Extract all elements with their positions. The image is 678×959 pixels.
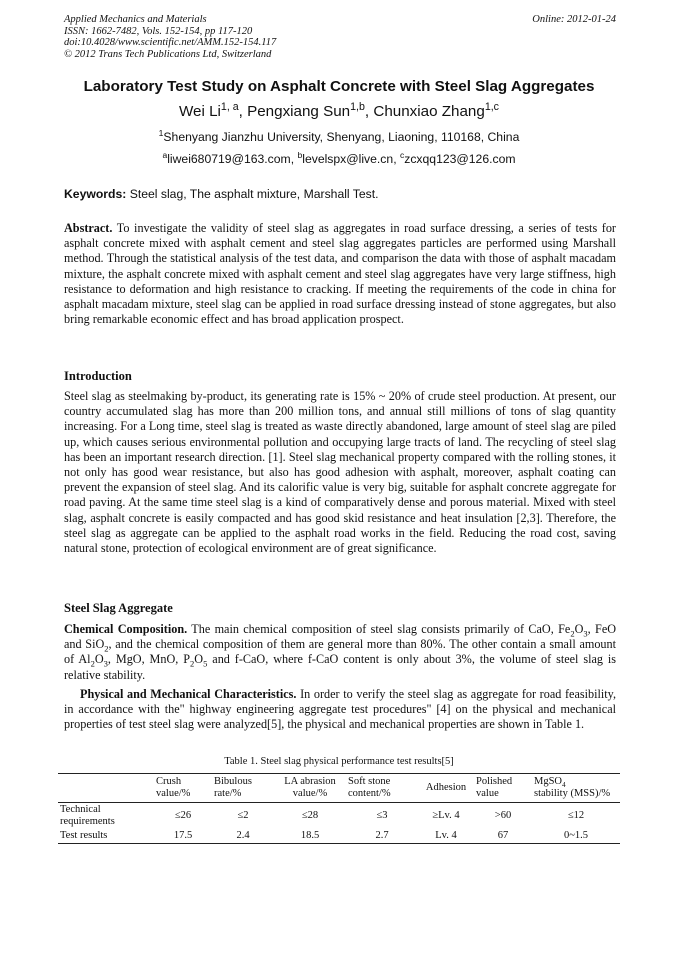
chem-sub: 5 bbox=[203, 658, 208, 669]
table-cell: >60 bbox=[494, 810, 512, 821]
chem-sub: 2 bbox=[190, 658, 195, 669]
section-heading-steel-slag: Steel Slag Aggregate bbox=[64, 601, 173, 615]
paper-title: Laboratory Test Study on Asphalt Concrete with Steel Slag Aggregates bbox=[83, 78, 595, 95]
chem-sub: 3 bbox=[103, 658, 108, 669]
email-sup: c bbox=[399, 149, 405, 160]
table-cell: 17.5 bbox=[173, 830, 193, 841]
keywords-label: Keywords: bbox=[64, 187, 127, 201]
abstract-paragraph bbox=[64, 221, 616, 327]
author-sup: 1,c bbox=[484, 100, 499, 113]
section-heading-introduction: Introduction bbox=[64, 369, 132, 383]
table-header-cell: LA abrasion value/% bbox=[284, 776, 336, 799]
table-cell: ≤2 bbox=[237, 810, 249, 821]
table-cell: Test results bbox=[60, 830, 108, 841]
table-cell: 2.7 bbox=[375, 830, 389, 841]
table-header-cell: Crush value/% bbox=[156, 776, 191, 799]
chemical-composition-paragraph bbox=[64, 622, 616, 683]
chem-text: , and the chemical composition of them are general more than 80%. The other contain a small amount of Al bbox=[64, 637, 617, 667]
table-row bbox=[58, 803, 620, 830]
table-header-row bbox=[58, 774, 620, 803]
chem-text: O bbox=[194, 652, 204, 667]
chem-sub: 2 bbox=[570, 628, 575, 639]
affiliation-text: Shenyang Jianzhu University, Shenyang, Liaoning, 110168, China bbox=[163, 130, 520, 144]
mgso4-sub: 4 bbox=[562, 780, 566, 790]
issn-line: ISSN: 1662-7482, Vols. 152-154, pp 117-120 bbox=[64, 25, 253, 37]
table-header-cell: Bibulous rate/% bbox=[214, 776, 252, 799]
chemical-composition-label: Chemical Composition. bbox=[64, 622, 188, 636]
table-header-cell: Adhesion bbox=[425, 782, 467, 793]
author-sup: 1, a bbox=[220, 100, 239, 113]
copyright-line: © 2012 Trans Tech Publications Ltd, Switzerland bbox=[64, 48, 272, 60]
affiliation-sup: 1 bbox=[158, 127, 164, 138]
chem-text: O bbox=[574, 622, 584, 636]
journal-header bbox=[64, 14, 616, 60]
mgso4-rest: stability (MSS)/% bbox=[534, 788, 611, 799]
email-sup: b bbox=[297, 149, 303, 160]
author-sup: 1,b bbox=[350, 100, 365, 113]
introduction-paragraph: Steel slag as steelmaking by-product, its generating rate is 15% ~ 20% of crude steel production. At present, our country accumulated slag has more than 200 million tons, and annual still millions of tons of slag quantity increasing. For a Long time, steel slag is treated as waste directly abandoned, large amount of steel slag are piled up, which causes serious environmental pollution and occupying large tracts of land. The recycling of steel slag has been an important research direction. [1]. Steel slag mechanical property compared with the rolling stones, it not only has good wear resistance, but also has good adhesion with asphalt, moreover, asphalt coating can prevent the expansion of steel slag. And its calorific value is very big, suitable for asphalt concrete aggregate for road paving. At the same time steel slag is a kind of comparatively dense and porous material. Mixed with steel slag, asphalt concrete is easily compacted and has good skid resistance and heat insulation [2,3]. Therefore, the steel slag as aggregate can be applied to the asphalt road works in the field. Reducing the road cost, saving natural stone, protection of ecological environment are of great significance. bbox=[64, 389, 616, 556]
chem-sub: 3 bbox=[583, 628, 588, 639]
online-date: Online: 2012-01-24 bbox=[532, 14, 616, 25]
table-caption: Table 1. Steel slag physical performance test results[5] bbox=[224, 756, 454, 767]
email-link[interactable]: zcxqq123@126.com bbox=[404, 152, 516, 166]
chem-text: , FeO and SiO bbox=[64, 622, 617, 652]
table-cell: ≤12 bbox=[567, 810, 585, 821]
table-cell: ≤26 bbox=[174, 810, 192, 821]
email-sup: a bbox=[162, 149, 168, 160]
table-row bbox=[58, 829, 620, 844]
physical-characteristics-text: In order to verify the steel slag as aggregate for road feasibility, in accordance with the" highway engineering aggregate test procedures" [4] on the physical and mechanical properties of test steel slag were analyzed[5], the physical and mechanical properties are shown in Table 1. bbox=[64, 687, 616, 732]
physical-characteristics-label: Physical and Mechanical Characteristics. bbox=[80, 687, 297, 701]
abstract-label: Abstract. bbox=[64, 221, 113, 235]
table-cell: 0~1.5 bbox=[563, 830, 589, 841]
doi-line: doi:10.4028/www.scientific.net/AMM.152-154.117 bbox=[64, 37, 277, 48]
table-cell: ≥Lv. 4 bbox=[432, 810, 460, 821]
email-link[interactable]: levelspx@live.cn bbox=[302, 152, 394, 166]
chem-sub: 2 bbox=[90, 658, 95, 669]
chem-text: O bbox=[94, 652, 104, 667]
chem-text: , MgO, MnO, P bbox=[107, 652, 191, 667]
table-header-cell: Soft stone content/% bbox=[348, 776, 391, 799]
author-name: Chunxiao Zhang bbox=[373, 103, 485, 120]
email-link[interactable]: liwei680719@163.com bbox=[167, 152, 291, 166]
table-cell: ≤28 bbox=[301, 810, 319, 821]
physical-characteristics-paragraph bbox=[64, 687, 616, 733]
email-list: $^a$liwei680719@163.com, $^b$levelspx@live.cn, $^c$zcxqq123@126.com bbox=[162, 149, 516, 166]
author-name: Pengxiang Sun bbox=[247, 103, 351, 120]
journal-name: Applied Mechanics and Materials bbox=[64, 14, 207, 25]
table-cell: Technical requirements bbox=[60, 804, 115, 827]
keywords bbox=[64, 187, 616, 201]
mgso4-text: MgSO bbox=[534, 776, 563, 787]
table-cell: 18.5 bbox=[300, 830, 320, 841]
keywords-text: Steel slag, The asphalt mixture, Marshall Test. bbox=[129, 187, 379, 201]
chem-sub: 2 bbox=[104, 643, 109, 654]
properties-table bbox=[58, 773, 620, 844]
table-cell: Lv. 4 bbox=[435, 830, 457, 841]
table-cell: 2.4 bbox=[236, 830, 250, 841]
chem-text: Fe bbox=[558, 622, 571, 636]
table-cell: 67 bbox=[497, 830, 509, 841]
abstract-text: To investigate the validity of steel slag as aggregates in road surface dressing, a series of tests for asphalt concrete mixed with asphalt cement and steel slag aggregates particles are performed using Marshall method. Through the statistical analysis of the test data, and comparison the data with those of asphalt macadam mixture, the asphalt concrete mixed with asphalt cement and steel slag aggregates have very large stiffness, high resistance to deformation and high resistance to cracking. If meeting the requirements of the code in china for asphalt macadam mixture, steel slag can be applied in road surface dressing instead of stone aggregates, but also bring remarkable economic effect and has broad application prospect. bbox=[64, 221, 616, 327]
affiliation bbox=[40, 127, 638, 144]
author-list: Wei Li$^{1, a}$, Pengxiang Sun$^{1,b}$, Chunxiao Zhang$^{1,c}$ bbox=[178, 100, 499, 120]
table-header-cell-mgso4 bbox=[532, 774, 620, 803]
table-header-cell: Polished value bbox=[476, 776, 513, 799]
chem-text: and f-CaO, where f-CaO content is only about 3%, the volume of steel slag is relative stability. bbox=[64, 652, 617, 682]
table-cell: ≤3 bbox=[376, 810, 388, 821]
table-header-cell bbox=[58, 774, 154, 803]
chem-text: The main chemical composition of steel slag consists primarily of CaO, bbox=[191, 622, 554, 636]
author-name: Wei Li bbox=[178, 103, 221, 120]
